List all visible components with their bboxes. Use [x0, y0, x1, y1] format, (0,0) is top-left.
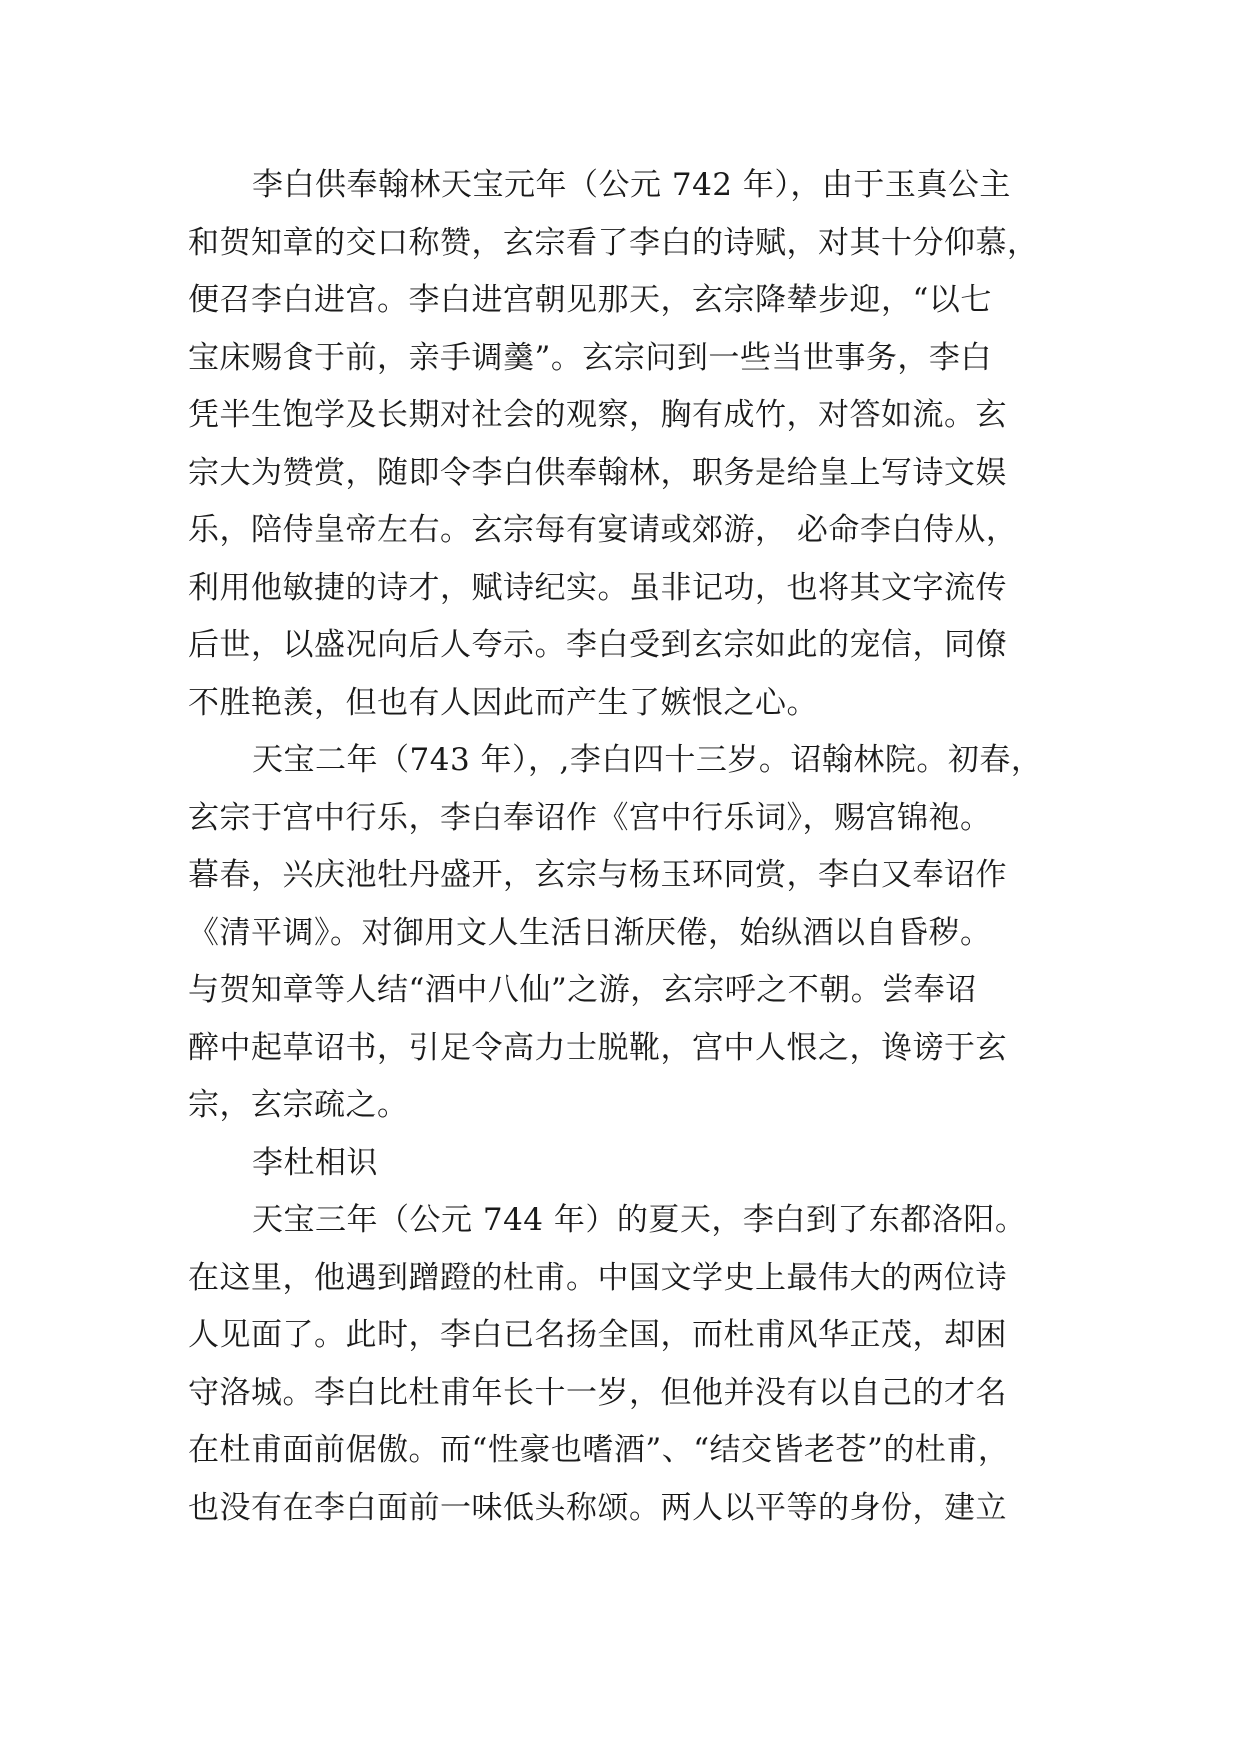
text-line: 李白供奉翰林天宝元年（公元 742 年），由于玉真公主: [252, 167, 1011, 203]
text-line: 宗，玄宗疏之。: [188, 1087, 409, 1123]
text-line: 醉中起草诏书，引足令高力士脱靴，宫中人恨之，谗谤于玄: [188, 1029, 1007, 1066]
text-line: 宗大为赞赏，随即令李白供奉翰林，职务是给皇上写诗文娱: [188, 454, 1007, 491]
text-line: 不胜艳羡，但也有人因此而产生了嫉恨之心。: [188, 684, 818, 721]
text-line: 便召李白进宫。李白进宫朝见那天，玄宗降辇步迎，“以七: [188, 282, 992, 318]
body-text: [188, 157, 1068, 1537]
text-line: 后世，以盛况向后人夸示。李白受到玄宗如此的宠信，同僚: [188, 627, 1007, 663]
text-line: 在杜甫面前倨傲。而“性豪也嗜酒”、“结交皆老苍”的杜甫，: [188, 1432, 1010, 1468]
text-line: 与贺知章等人结“酒中八仙”之游，玄宗呼之不朝。尝奉诏: [188, 972, 977, 1008]
text-line: 也没有在李白面前一味低头称颂。两人以平等的身份，建立: [188, 1489, 1007, 1526]
text-line: 暮春，兴庆池牡丹盛开，玄宗与杨玉环同赏，李白又奉诏作: [188, 857, 1007, 893]
text-line: 利用他敏捷的诗才，赋诗纪实。虽非记功，也将其文字流传: [188, 569, 1007, 606]
text-line: 天宝三年（公元 744 年）的夏天，李白到了东都洛阳。: [252, 1202, 1027, 1238]
text-line: 玄宗于宫中行乐，李白奉诏作《宫中行乐词》，赐宫锦袍。: [188, 799, 992, 836]
text-line: 和贺知章的交口称赞，玄宗看了李白的诗赋，对其十分仰慕，: [188, 224, 1039, 261]
text-line: 天宝二年（743 年），,李白四十三岁。诏翰林院。初春，: [252, 742, 1043, 778]
text-line: 守洛城。李白比杜甫年长十一岁，但他并没有以自己的才名: [188, 1374, 1007, 1411]
text-line: 在这里，他遇到蹭蹬的杜甫。中国文学史上最伟大的两位诗: [188, 1259, 1007, 1296]
text-line: 人见面了。此时，李白已名扬全国，而杜甫风华正茂，却困: [188, 1317, 1007, 1353]
text-line: 乐，陪侍皇帝左右。玄宗每有宴请或郊游， 必命李白侍从，: [188, 512, 1018, 548]
text-line: 凭半生饱学及长期对社会的观察，胸有成竹，对答如流。玄: [188, 397, 1007, 433]
text-line: 《清平调》。对御用文人生活日渐厌倦，始纵酒以自昏秽。: [188, 914, 992, 951]
section-heading: 李杜相识: [252, 1144, 378, 1181]
text-line: 宝床赐食于前，亲手调羹”。玄宗问到一些当世事务，李白: [188, 339, 992, 376]
